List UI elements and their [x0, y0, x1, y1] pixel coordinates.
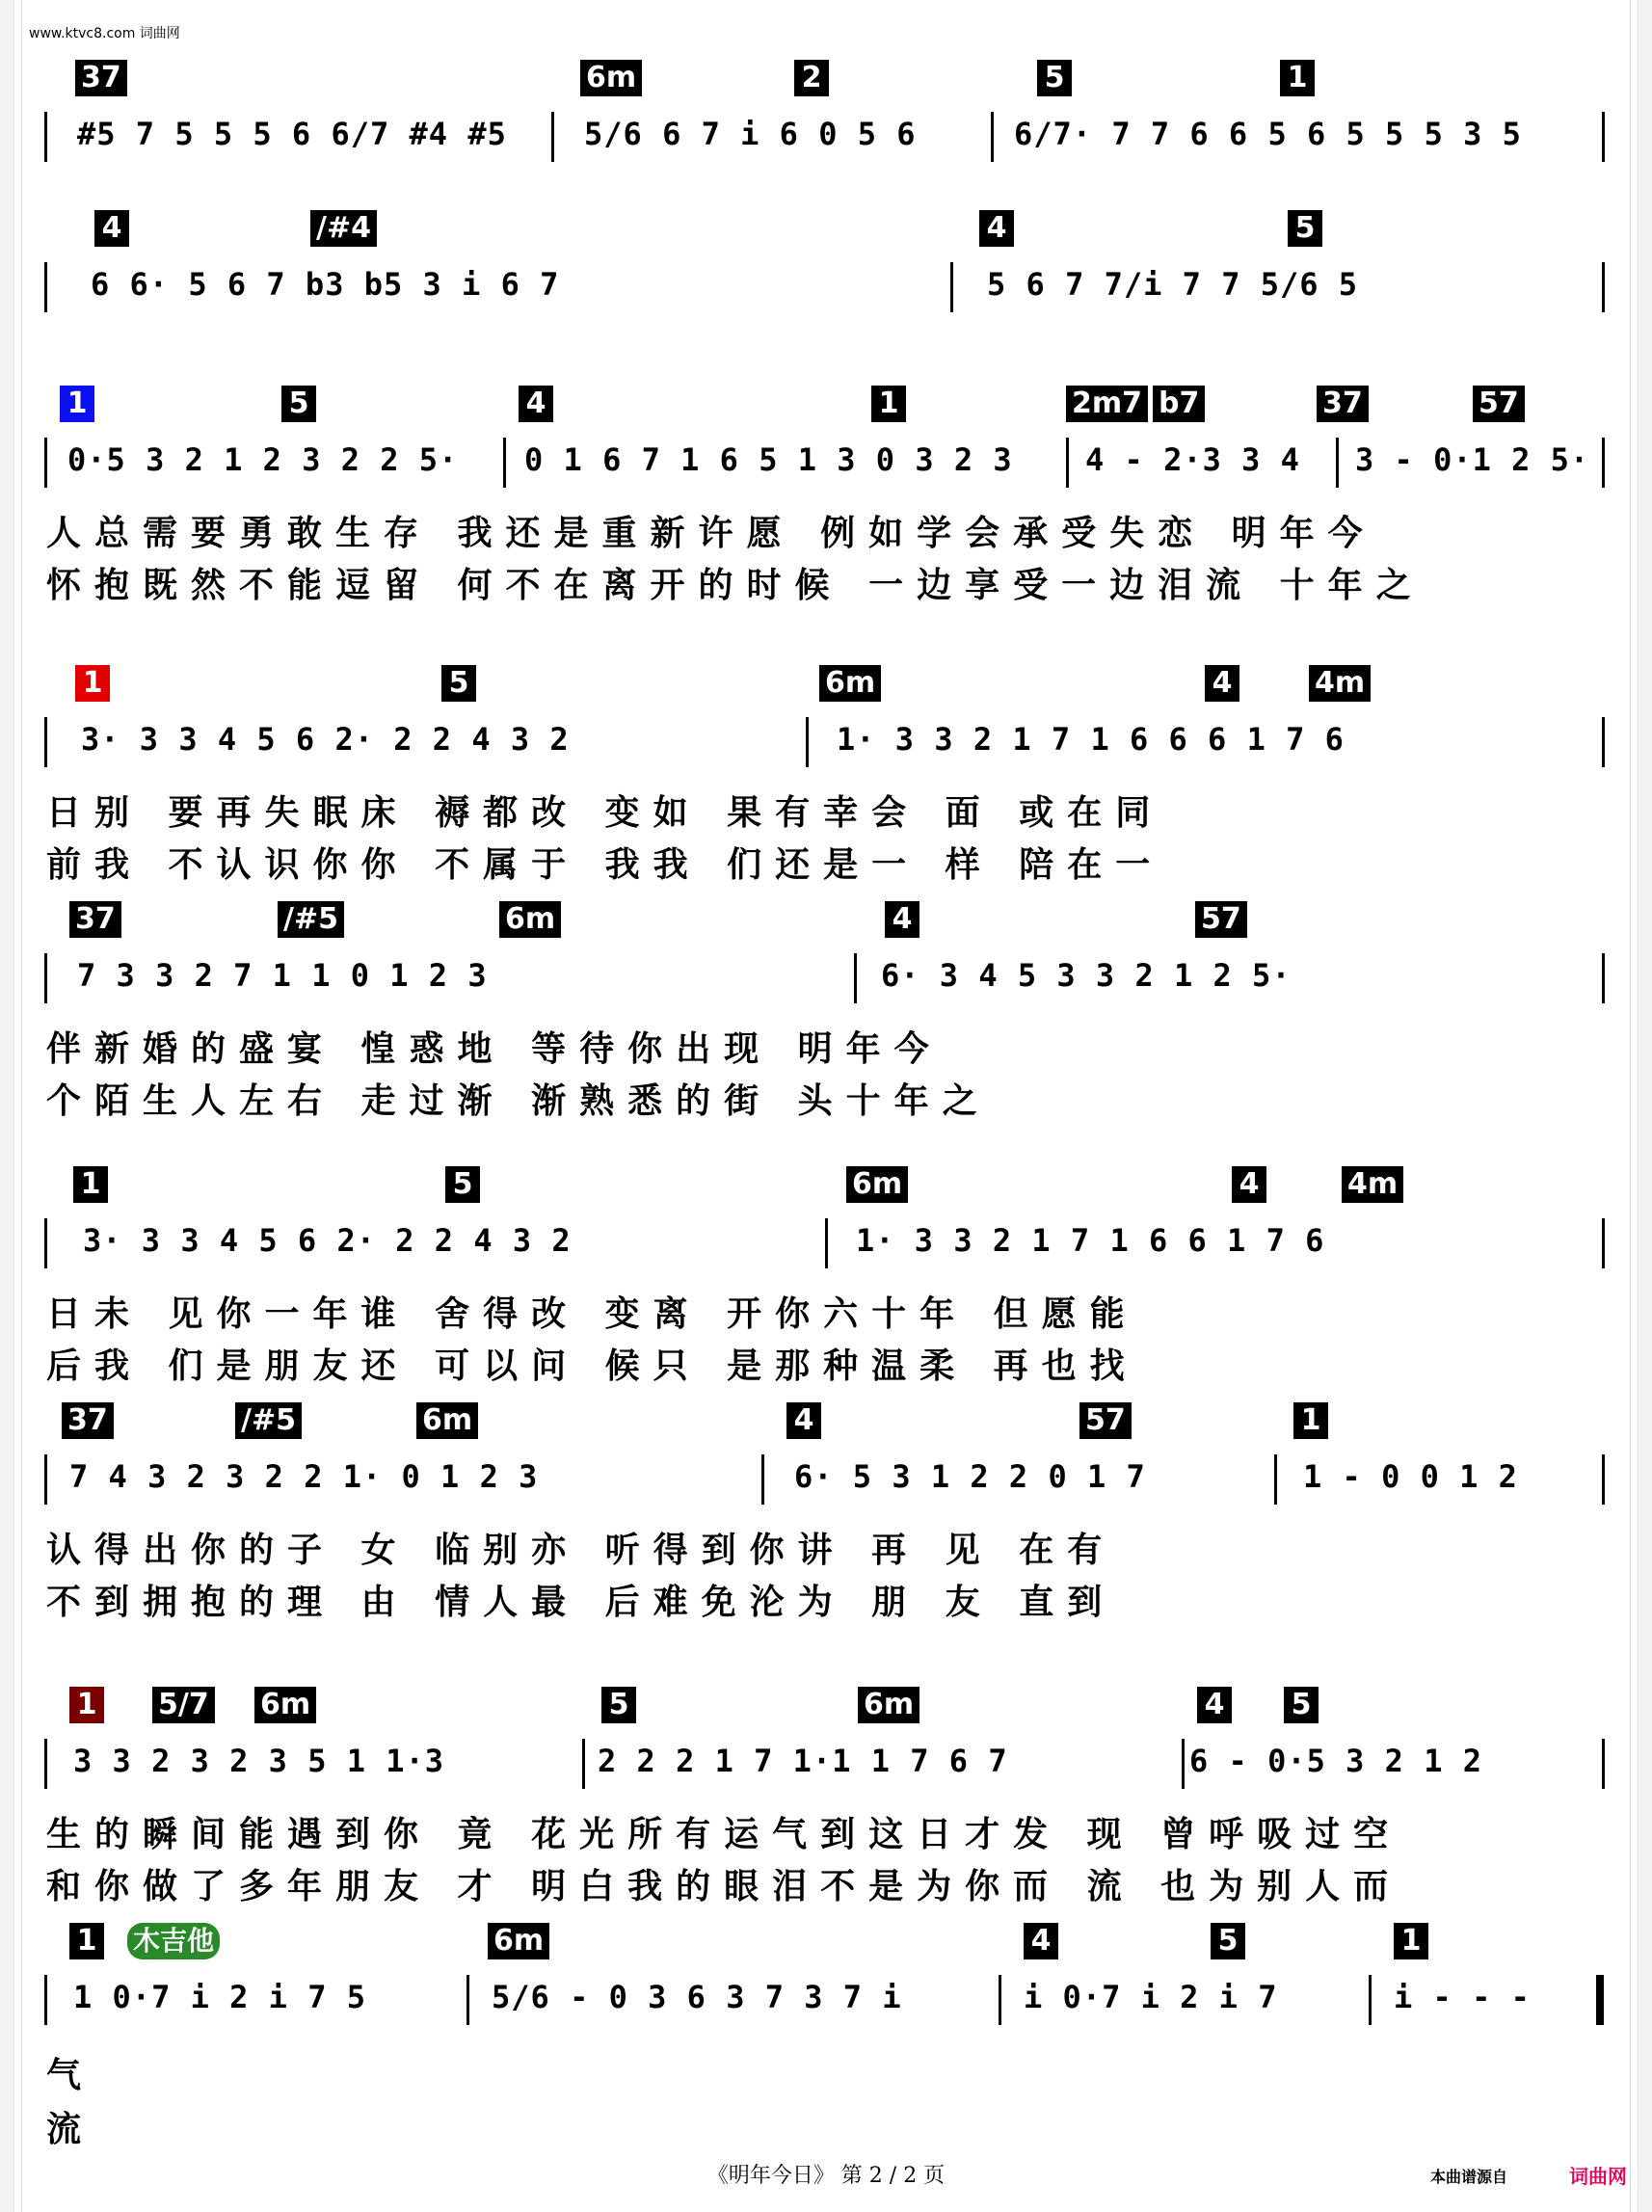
- chord-line: [44, 901, 1610, 940]
- measure-notes: 3 3 2 3 2 3 5 1 1·3: [73, 1743, 445, 1779]
- measure-notes: i - - -: [1394, 1979, 1531, 2015]
- measure-notes: 2 2 2 1 7 1·1 1 7 6 7: [598, 1743, 1008, 1779]
- chord-label: 4: [519, 386, 553, 422]
- lyric-line: 人总需要勇敢生存 我还是重新许愿 例如学会承受失恋 明年今: [46, 514, 1376, 553]
- barline: [1274, 1454, 1277, 1505]
- chord-label: 5: [445, 1166, 480, 1203]
- chord-label: 4: [1232, 1166, 1266, 1203]
- lyric-line: 流: [46, 2110, 95, 2149]
- chord-line: [44, 1166, 1610, 1205]
- notation-line: [44, 949, 1610, 1007]
- barline: [44, 1454, 47, 1505]
- barline: [44, 717, 47, 767]
- chord-label: b7: [1153, 386, 1205, 422]
- barline: [44, 953, 47, 1003]
- barline: [1602, 1454, 1605, 1505]
- notation-line: [44, 108, 1610, 166]
- barline: [854, 953, 857, 1003]
- lyric-line: 怀抱既然不能逗留 何不在离开的时候 一边享受一边泪流 十年之: [46, 566, 1425, 605]
- measure-notes: 0 1 6 7 1 6 5 1 3 0 3 2 3: [524, 441, 1013, 478]
- lyric-line: 和你做了多年朋友 才 明白我的眼泪不是为你而 流 也为别人而: [46, 1867, 1402, 1906]
- chord-label: 1: [69, 1923, 104, 1959]
- chord-line: [44, 1687, 1610, 1725]
- chord-label: 5: [1037, 60, 1072, 96]
- lyric-line: 不到拥抱的理 由 情人最 后难免沦为 朋 友 直到: [46, 1583, 1116, 1622]
- chord-label: 6m: [846, 1166, 908, 1203]
- chord-label: 37: [1317, 386, 1369, 422]
- chord-label: 5/7: [152, 1687, 215, 1723]
- chord-label: 6m: [254, 1687, 316, 1723]
- lyric-line: 日未 见你一年谁 舍得改 变离 开你六十年 但愿能: [46, 1294, 1138, 1334]
- barline: [466, 1975, 469, 2025]
- chord-label: 6m: [488, 1923, 549, 1959]
- chord-label: 1: [60, 386, 94, 422]
- chord-line: [44, 1923, 1610, 1961]
- barline: [44, 112, 47, 162]
- barline: [1602, 112, 1605, 162]
- lyric-line: 生的瞬间能遇到你 竟 花光所有运气到这日才发 现 曾呼吸过空: [46, 1815, 1402, 1854]
- barline: [1602, 1218, 1605, 1268]
- measure-notes: 6· 3 4 5 3 3 2 1 2 5·: [881, 957, 1292, 994]
- chord-label: 5: [441, 665, 476, 702]
- brand-logo[interactable]: 词曲网: [1569, 2165, 1627, 2188]
- chord-label: 6m: [858, 1687, 919, 1723]
- score-row: [44, 1402, 1610, 1624]
- score-row: [44, 1166, 1610, 1388]
- lyric-line: 气: [46, 2056, 95, 2095]
- barline: [44, 1739, 47, 1789]
- chord-label: 37: [62, 1402, 114, 1439]
- chord-label: 1: [871, 386, 906, 422]
- measure-notes: 6 6· 5 6 7 b3 b5 3 i 6 7: [91, 266, 560, 303]
- barline: [1602, 717, 1605, 767]
- source-label: 本曲谱源自: [1430, 2168, 1508, 2186]
- chord-label: 1: [75, 665, 110, 702]
- chord-label: 4m: [1342, 1166, 1403, 1203]
- score-row: [44, 386, 1610, 607]
- measure-notes: 1· 3 3 2 1 7 1 6 6 6 1 7 6: [837, 721, 1345, 758]
- chord-line: [44, 386, 1610, 424]
- chord-label: 1: [1280, 60, 1315, 96]
- chord-label: 4: [1024, 1923, 1058, 1959]
- chord-label: 4: [979, 210, 1014, 247]
- measure-notes: 7 3 3 2 7 1 1 0 1 2 3: [77, 957, 488, 994]
- chord-label: /#5: [278, 901, 344, 938]
- barline: [44, 262, 47, 312]
- measure-notes: 1 0·7 i 2 i 7 5: [73, 1979, 366, 2015]
- barline: [44, 1218, 47, 1268]
- measure-notes: #5 7 5 5 5 6 6/7 #4 #5: [77, 116, 507, 152]
- chord-label: 5: [1284, 1687, 1319, 1723]
- chord-label: 57: [1079, 1402, 1132, 1439]
- measure-notes: 5/6 6 7 i 6 0 5 6: [584, 116, 917, 152]
- lyric-line: 前我 不认识你你 不属于 我我 们还是一 样 陪在一: [46, 845, 1164, 885]
- barline: [1602, 262, 1605, 312]
- barline: [551, 112, 554, 162]
- chord-line: [44, 210, 1610, 249]
- barline: [503, 438, 506, 488]
- left-margin-strip: [0, 0, 14, 2212]
- measure-notes: 0·5 3 2 1 2 3 2 2 5·: [67, 441, 459, 478]
- measure-notes: 4 - 2·3 3 4: [1085, 441, 1300, 478]
- barline: [1602, 953, 1605, 1003]
- lyric-line: 伴新婚的盛宴 惶惑地 等待你出现 明年今: [46, 1029, 943, 1069]
- barline: [999, 1975, 1001, 2025]
- chord-label: 1: [69, 1687, 104, 1723]
- notation-line: [44, 1735, 1610, 1793]
- lyric-line: 个陌生人左右 走过渐 渐熟悉的街 头十年之: [46, 1081, 991, 1121]
- measure-notes: 1· 3 3 2 1 7 1 6 6 1 7 6: [856, 1222, 1325, 1259]
- barline: [1336, 438, 1339, 488]
- notation-line: [44, 1451, 1610, 1508]
- chord-label: 4m: [1309, 665, 1371, 702]
- chord-label: 37: [69, 901, 121, 938]
- barline: [825, 1218, 828, 1268]
- barline: [44, 1975, 47, 2025]
- chord-line: [44, 665, 1610, 704]
- barline: [761, 1454, 764, 1505]
- final-barline: [1596, 1975, 1604, 2025]
- measure-notes: 5 6 7 7/i 7 7 5/6 5: [987, 266, 1359, 303]
- page-footer-title: 《明年今日》 第 2 / 2 页: [706, 2164, 946, 2188]
- measure-notes: 3· 3 3 4 5 6 2· 2 2 4 3 2: [83, 1222, 572, 1259]
- score-row: [44, 665, 1610, 887]
- barline: [1602, 438, 1605, 488]
- chord-label: 57: [1473, 386, 1525, 422]
- measure-notes: 6· 5 3 1 2 2 0 1 7: [794, 1458, 1146, 1495]
- barline: [44, 438, 47, 488]
- chord-label: 5: [281, 386, 316, 422]
- chord-label: 2m7: [1066, 386, 1148, 422]
- lyric-line: 认得出你的子 女 临别亦 听得到你讲 再 见 在有: [46, 1531, 1116, 1570]
- chord-label: 4: [1205, 665, 1239, 702]
- right-margin-strip: [1638, 0, 1652, 2212]
- measure-notes: 6 - 0·5 3 2 1 2: [1189, 1743, 1482, 1779]
- notation-line: [44, 1971, 1610, 2029]
- chord-label: 6m: [416, 1402, 478, 1439]
- chord-label: 5: [1211, 1923, 1245, 1959]
- barline: [991, 112, 994, 162]
- chord-label: 6m: [499, 901, 561, 938]
- chord-label: 1: [73, 1166, 108, 1203]
- chord-line: [44, 1402, 1610, 1441]
- chord-label: /#5: [235, 1402, 302, 1439]
- chord-label: 5: [1288, 210, 1322, 247]
- chord-label: 木吉他: [127, 1923, 220, 1959]
- notation-line: [44, 1214, 1610, 1272]
- measure-notes: i 0·7 i 2 i 7: [1024, 1979, 1278, 2015]
- chord-line: [44, 60, 1610, 98]
- score-row: [44, 1923, 1610, 2149]
- chord-label: 6m: [819, 665, 881, 702]
- chord-label: 57: [1195, 901, 1247, 938]
- measure-notes: 3 - 0·1 2 5·: [1355, 441, 1590, 478]
- notation-line: [44, 258, 1610, 316]
- chord-label: 1: [1394, 1923, 1428, 1959]
- chord-label: 4: [885, 901, 919, 938]
- barline: [1602, 1739, 1605, 1789]
- barline: [950, 262, 953, 312]
- measure-notes: 3· 3 3 4 5 6 2· 2 2 4 3 2: [81, 721, 570, 758]
- barline: [1182, 1739, 1185, 1789]
- measure-notes: 7 4 3 2 3 2 2 1· 0 1 2 3: [69, 1458, 539, 1495]
- chord-label: /#4: [310, 210, 377, 247]
- score-row: [44, 901, 1610, 1123]
- chord-label: 4: [1197, 1687, 1232, 1723]
- measure-notes: 1 - 0 0 1 2: [1303, 1458, 1518, 1495]
- notation-line: [44, 713, 1610, 771]
- score-row: [44, 1687, 1610, 1908]
- barline: [582, 1739, 585, 1789]
- barline: [1369, 1975, 1372, 2025]
- site-url: www.ktvc8.com 词曲网: [29, 26, 180, 41]
- chord-label: 4: [786, 1402, 821, 1439]
- chord-label: 5: [601, 1687, 636, 1723]
- measure-notes: 5/6 - 0 3 6 3 7 3 7 i: [492, 1979, 902, 2015]
- chord-label: 1: [1293, 1402, 1328, 1439]
- barline: [1066, 438, 1069, 488]
- chord-label: 37: [75, 60, 127, 96]
- chord-label: 6m: [580, 60, 642, 96]
- lyric-line: 日别 要再失眠床 褥都改 变如 果有幸会 面 或在同: [46, 793, 1164, 833]
- chord-label: 2: [794, 60, 829, 96]
- lyric-line: 后我 们是朋友还 可以问 候只 是那种温柔 再也找: [46, 1346, 1138, 1386]
- measure-notes: 6/7· 7 7 6 6 5 6 5 5 5 3 5: [1014, 116, 1522, 152]
- barline: [806, 717, 809, 767]
- chord-label: 4: [94, 210, 129, 247]
- notation-line: [44, 434, 1610, 492]
